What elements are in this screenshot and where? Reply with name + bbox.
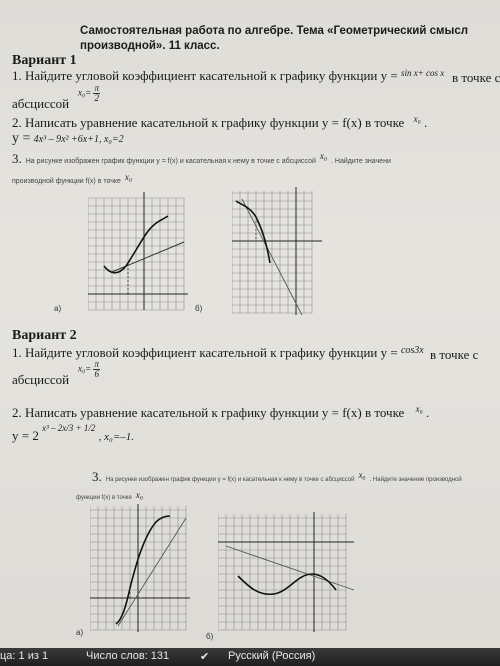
v2-q2-x0: , x₀=–1. xyxy=(98,431,134,443)
v2-question-1 xyxy=(12,345,424,361)
v1-q1-denominator: 2 xyxy=(94,93,99,103)
v2-q1-numerator: π xyxy=(94,359,99,369)
v1-q1-abscissa: абсциссой xyxy=(12,96,70,111)
v2-q1-x0-label: x₀= xyxy=(78,363,92,374)
v1-q1-text: 1. Найдите угловой коэффициент касательной к графику функции y = xyxy=(12,68,398,83)
v2-question-3 xyxy=(92,468,462,486)
spellcheck-icon[interactable]: ✔ xyxy=(200,651,210,663)
v2-q2-exponent: x³ – 2x/3 + 1/2 xyxy=(42,423,96,433)
v1-q1-x0-label: x₀= xyxy=(78,87,92,98)
v1-graph-a xyxy=(88,190,194,312)
v1-q3-tail: . Найдите значени xyxy=(331,158,391,165)
v2-q1-denominator: 6 xyxy=(94,369,99,379)
word-status-bar xyxy=(0,648,500,666)
v1-question-2 xyxy=(12,115,427,131)
document-title-line-2: производной». 11 класс. xyxy=(80,40,220,52)
v1-q2-function: 4x³ – 9x² +6x+1, x₀=2 xyxy=(33,134,124,145)
v1-graph-a-label: а) xyxy=(54,304,62,313)
v1-graph-b-label: б) xyxy=(195,304,203,313)
v1-q2-equation xyxy=(12,130,124,147)
v2-q2-y: y = 2 xyxy=(12,428,39,443)
v2-q2-text: 2. Написать уравнение касательной к графику функции y = f(x) в точке xyxy=(12,405,405,420)
v1-q1-fraction xyxy=(93,84,100,103)
v1-q2-y: y = xyxy=(12,131,31,146)
v2-q2-dot: . xyxy=(425,405,430,420)
v1-q1-x0-value xyxy=(78,84,100,103)
variant-1-heading: Вариант 1 xyxy=(12,53,77,68)
v1-q3-line-2 xyxy=(12,170,132,188)
page-count[interactable]: ца: 1 из 1 xyxy=(0,650,49,662)
v2-q1-abscissa: абсциссой xyxy=(12,372,70,387)
v2-q2-equation xyxy=(12,423,134,444)
v1-q2-text: 2. Написать уравнение касательной к графику функции y = f(x) в точке xyxy=(12,115,405,130)
v1-q3-text: На рисунке изображен график функции y = f(x) и касательная к нему в точке с абсциссой xyxy=(25,158,316,165)
document-title-line-1: Самостоятельная работа по алгебре. Тема «Геометрический смысл xyxy=(80,25,469,37)
v2-q2-point: x₀ xyxy=(415,404,423,414)
v2-graph-a-label: а) xyxy=(76,628,84,637)
v1-q3-number: 3. xyxy=(12,151,22,166)
v1a-tangent-line xyxy=(112,242,184,272)
v2-q3-line2-text: функции f(x) в точке xyxy=(76,495,132,501)
v2-q3-line2-x0: x₀ xyxy=(135,490,143,500)
v1-q1-function: sin x+ cos x xyxy=(400,68,445,78)
language-indicator[interactable]: Русский (Россия) xyxy=(228,650,316,662)
v2-q1-fraction xyxy=(93,360,100,379)
v1-q2-point: x₀ xyxy=(413,114,421,124)
v2-graph-b-label: б) xyxy=(206,632,214,641)
v2-q1-tail: в точке с xyxy=(430,347,479,362)
v2-q1-text: 1. Найдите угловой коэффициент касательной к графику функции y = xyxy=(12,345,398,360)
v1-q1-numerator: π xyxy=(94,83,99,93)
v1-question-1 xyxy=(12,68,444,84)
v2-graph-a xyxy=(90,502,198,634)
v2-question-2 xyxy=(12,405,429,421)
v1b-function-curve xyxy=(236,201,270,263)
v1-q3-x0: x₀ xyxy=(319,151,328,161)
v2-q3-text: На рисунке изображен график функции y = f(x) и касательная к нему в точке с абсциссой xyxy=(105,477,355,483)
v1-question-3 xyxy=(12,150,391,168)
v2b-function-curve xyxy=(238,574,336,594)
v1-q3-line2-x0: x₀ xyxy=(124,172,133,182)
v1-q1-tail: в точке с xyxy=(452,70,500,85)
v1-q2-dot: . xyxy=(423,115,428,130)
v1-graph-b xyxy=(232,185,328,317)
v1-q3-line2-text: производной функции f(x) в точке xyxy=(12,178,121,185)
word-count[interactable]: Число слов: 131 xyxy=(86,650,170,662)
v2-q3-tail: . Найдите значение производной xyxy=(369,477,462,483)
v2-q3-number: 3. xyxy=(92,469,102,484)
v2-q1-function: cos3x xyxy=(400,345,424,356)
variant-2-heading: Вариант 2 xyxy=(12,328,77,343)
v2-q1-x0-value xyxy=(78,360,100,379)
v2-q3-x0: x₀ xyxy=(358,470,366,480)
v2-graph-b xyxy=(218,510,358,634)
